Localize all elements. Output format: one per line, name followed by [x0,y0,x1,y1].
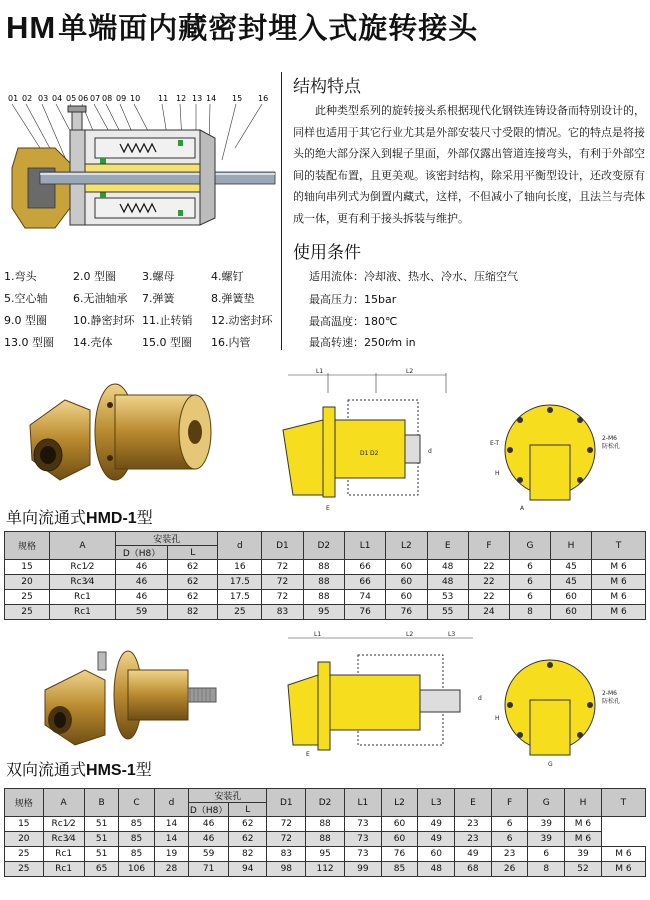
table-cell: 49 [418,817,455,832]
table-cell: 15 [5,560,50,575]
table-header: 规格 [5,789,44,817]
table-header: L2 [381,789,418,817]
table-cell: 55 [427,605,468,620]
table-cell: 6 [491,832,528,847]
table-cell: 48 [427,575,468,590]
part-leader-line [235,104,262,148]
table-cell: 62 [228,832,267,847]
table-cell: 53 [427,590,468,605]
table-cell: 22 [468,560,509,575]
part-number-label: 07 [90,94,101,103]
table-header: L3 [418,789,455,817]
part-item: 13.0 型圈 [4,336,54,349]
part-item: 14.壳体 [73,336,113,349]
table-cell: 85 [119,817,154,832]
features-text: 此种类型系列的旋转接头系根据现代化钢铁连铸设备而特别设计的，同样也适用于其它行业尤其是外部安装尺寸受限的情况。它的特点是将接头的绝大部分深入到辊子里面，外部仅露出管道连接弯头，有利于外部空间的装配布置，且更美观。该密封结构，除采用平衡型设计，还改变原有的轴向串列式为倒置内藏式，这样，不但减小了轴向长度，且法兰与壳体成一体，更有利于接头拆装与维护。 [293,104,645,225]
table-cell: 26 [491,862,528,877]
part-number-label: 13 [192,94,203,103]
table-cell: 76 [381,847,418,862]
table-cell: Rc1 [49,605,115,620]
table-cell: 106 [119,862,154,877]
hms-dim-l1: L1 [314,631,322,638]
table-cell: 23 [491,847,528,862]
table-header: H [550,532,591,560]
table-cell: 14 [154,817,189,832]
table-cell: 16 [218,560,262,575]
table-cell: 25 [5,590,50,605]
table-header: H [565,789,602,817]
table-header: L1 [345,532,386,560]
table-header: D2 [306,789,345,817]
conditions-heading: 使用条件 [293,243,361,263]
table-cell: 62 [168,590,218,605]
table-header: 规格 [5,532,50,560]
table-cell: Rc1⁄2 [43,817,84,832]
part-leader-line [26,104,53,154]
table-cell: 28 [154,862,189,877]
table-cell: 6 [510,590,551,605]
table-header: D2 [303,532,344,560]
table-cell: M 6 [592,560,646,575]
table-row [5,862,646,877]
part-item: 16.内管 [211,336,251,349]
part-item: 3.螺母 [142,270,175,283]
table-cell: 73 [345,817,382,832]
hmd-dim-l2: L2 [406,368,414,375]
hms-dim-m: 2-M6 [602,690,617,697]
hmd-title [6,505,153,528]
part-item: 8.弹簧垫 [211,292,255,305]
table-cell: 39 [528,817,565,832]
table-cell: 68 [455,862,492,877]
table-cell: 19 [154,847,189,862]
table-header: G [528,789,565,817]
hms-dim-l2: L2 [406,631,414,638]
condition-fluid: 适用流体：冷却液、热水、冷水、压缩空气 [309,270,518,283]
part-number-label: 05 [66,94,77,103]
part-number-label: 08 [102,94,113,103]
table-cell: 95 [303,605,344,620]
hms-spec-table [4,788,646,877]
table-cell: M 6 [592,590,646,605]
parts-row [4,309,280,331]
table-cell: 8 [510,605,551,620]
table-cell: 82 [228,847,267,862]
table-cell: 46 [189,817,229,832]
part-item: 10.静密封环 [73,314,135,327]
table-cell: 62 [168,560,218,575]
table-cell: 74 [345,590,386,605]
table-header: E [455,789,492,817]
part-number-label: 11 [158,94,169,103]
hmd-dim-h: H [495,470,500,477]
hmd-product-photo [20,370,235,490]
part-item: 4.螺钉 [211,270,244,283]
hmd-dim-d2: D2 [370,450,379,457]
table-cell: M 6 [592,575,646,590]
table-cell: 85 [119,847,154,862]
part-item: 12.动密封环 [211,314,273,327]
table-cell: 17.5 [218,590,262,605]
part-number-label: 16 [258,94,269,103]
part-leader-line [222,104,236,160]
part-number-label: 15 [232,94,243,103]
table-header: 安装孔 [116,532,218,546]
page-title [6,6,478,47]
hms-product-photo [30,640,230,750]
table-header: d [218,532,262,560]
part-number-label: 09 [116,94,127,103]
table-cell: 72 [262,560,303,575]
table-cell: 72 [262,575,303,590]
table-cell: 48 [418,862,455,877]
table-cell: 60 [386,590,427,605]
table-cell: 66 [345,575,386,590]
table-cell: 85 [381,862,418,877]
hms-dim-mnote: 防松孔 [602,698,621,705]
condition-pressure: 最高压力：15bar [309,293,397,306]
hmd-spec-table [4,531,646,620]
table-cell: 71 [189,862,229,877]
table-header: F [491,789,528,817]
table-cell: 72 [267,817,306,832]
table-row [5,832,646,847]
hmd-title-model: HMD-1 [86,510,137,527]
table-cell: 72 [267,832,306,847]
table-cell: 22 [468,575,509,590]
part-leader-line [12,104,40,148]
table-cell: 6 [510,575,551,590]
table-header: B [84,789,119,817]
table-cell: 98 [267,862,306,877]
table-header: d [154,789,189,817]
table-cell: 52 [565,862,602,877]
table-cell: 62 [228,817,267,832]
table-cell: 66 [345,560,386,575]
table-header: F [468,532,509,560]
hms-dim-d: d [478,695,482,702]
table-header: T [601,789,645,817]
hms-title-post: 型 [135,760,152,779]
hmd-end-view [490,400,650,515]
title-text: 单端面内藏密封埋入式旋转接头 [58,11,479,45]
cross-section-diagram [0,88,280,260]
hmd-dim-m: 2-M6 [602,435,617,442]
table-cell: 22 [468,590,509,605]
part-item: 5.空心轴 [4,292,48,305]
table-cell: 99 [345,862,382,877]
table-cell: 95 [306,847,345,862]
table-cell: M 6 [592,605,646,620]
hmd-dim-a: A [520,505,525,512]
table-cell: 85 [119,832,154,847]
hms-dimension-drawing [278,630,488,760]
table-cell: 88 [303,575,344,590]
table-cell: 17.5 [218,575,262,590]
table-cell: 45 [550,560,591,575]
hmd-dimension-drawing [278,365,468,515]
table-header: C [119,789,154,817]
table-cell: 76 [386,605,427,620]
table-cell: 76 [345,605,386,620]
part-number-label: 14 [206,94,217,103]
hms-dim-e: E [306,751,310,758]
parts-row [4,287,280,309]
table-cell: 46 [189,832,229,847]
table-cell: 25 [5,605,50,620]
hmd-dim-e: E [326,505,330,512]
table-cell: M 6 [601,862,645,877]
table-header: 安装孔 [189,789,267,803]
table-cell: M 6 [565,832,602,847]
table-cell: 59 [116,605,168,620]
table-cell: 46 [116,560,168,575]
table-header: G [510,532,551,560]
hmd-title-pre: 单向流通式 [6,508,87,527]
table-cell: 88 [303,560,344,575]
table-cell: 6 [510,560,551,575]
table-cell: 72 [262,590,303,605]
part-number-label: 01 [8,94,19,103]
parts-list [4,265,280,353]
hms-title [6,757,152,780]
part-item: 6.无油轴承 [73,292,128,305]
part-number-label: 12 [176,94,187,103]
table-cell: 46 [116,590,168,605]
table-cell: 60 [381,832,418,847]
table-row [5,590,646,605]
table-cell: 73 [345,832,382,847]
hmd-dim-mnote: 防松孔 [602,443,621,450]
part-item: 1.弯头 [4,270,37,283]
table-cell: 8 [528,862,565,877]
parts-row [4,265,280,287]
table-cell: 82 [168,605,218,620]
hmd-dim-d: d [428,448,432,455]
table-cell: 6 [491,817,528,832]
parts-row [4,331,280,353]
table-cell: 51 [84,847,119,862]
table-cell: 39 [565,847,602,862]
table-header: D1 [262,532,303,560]
table-cell: 51 [84,817,119,832]
hms-end-view [490,650,650,770]
table-cell: Rc1 [49,590,115,605]
hmd-title-post: 型 [136,508,153,527]
table-cell: 39 [528,832,565,847]
hms-dim-h: H [495,715,500,722]
table-cell: 88 [303,590,344,605]
table-cell: 51 [84,832,119,847]
table-row [5,575,646,590]
table-cell: 65 [84,862,119,877]
table-cell: 112 [306,862,345,877]
table-cell: 60 [386,575,427,590]
table-header: A [43,789,84,817]
table-cell: 25 [5,847,44,862]
table-cell: 25 [218,605,262,620]
table-cell: Rc3⁄4 [43,832,84,847]
table-cell: 23 [455,832,492,847]
hms-dim-l3: L3 [448,631,456,638]
condition-speed: 最高转速：250r⁄m in [309,336,416,349]
table-cell: M 6 [565,817,602,832]
hmd-dim-l1: L1 [316,368,324,375]
part-number-label: 04 [52,94,63,103]
table-cell: Rc3⁄4 [49,575,115,590]
table-cell: 60 [550,590,591,605]
table-cell: 94 [228,862,267,877]
table-cell: 20 [5,575,50,590]
table-header: A [49,532,115,560]
table-cell: 15 [5,817,44,832]
table-subheader: D（H8） [116,546,168,560]
table-subheader: L [168,546,218,560]
table-row [5,847,646,862]
table-cell: Rc1 [43,862,84,877]
table-cell: 46 [116,575,168,590]
hmd-dim-et: E-T [490,440,500,447]
table-cell: 60 [418,847,455,862]
table-header: L2 [386,532,427,560]
features-heading: 结构特点 [293,77,361,97]
table-cell: 49 [418,832,455,847]
hms-title-pre: 双向流通式 [6,760,87,779]
part-item: 11.止转销 [142,314,193,327]
table-cell: M 6 [601,847,645,862]
table-cell: 60 [386,560,427,575]
table-header: E [427,532,468,560]
column-divider [281,72,282,350]
table-cell: 83 [262,605,303,620]
table-cell: 83 [267,847,306,862]
condition-temperature: 最高温度：180℃ [309,315,398,328]
table-subheader: L [228,803,267,817]
part-number-label: 03 [38,94,49,103]
part-item: 15.0 型圈 [142,336,192,349]
table-cell: 49 [455,847,492,862]
table-cell: 6 [528,847,565,862]
table-cell: 60 [381,817,418,832]
table-cell: 60 [550,605,591,620]
table-cell: 62 [168,575,218,590]
table-cell: Rc1 [43,847,84,862]
table-cell: 59 [189,847,229,862]
table-cell: 24 [468,605,509,620]
table-subheader: D（H8） [189,803,229,817]
table-header: T [592,532,646,560]
table-cell: 23 [455,817,492,832]
title-hm: HM [6,10,57,45]
part-number-label: 02 [22,94,33,103]
table-cell: 73 [345,847,382,862]
table-header: L1 [345,789,382,817]
table-row [5,817,646,832]
table-header: D1 [267,789,306,817]
table-cell: 20 [5,832,44,847]
table-row [5,560,646,575]
table-cell: Rc1⁄2 [49,560,115,575]
table-cell: 88 [306,817,345,832]
part-item: 9.0 型圈 [4,314,47,327]
part-item: 2.0 型圈 [73,270,116,283]
hms-dim-g: G [548,761,553,768]
table-cell: 25 [5,862,44,877]
hmd-dim-d1: D1 [360,450,369,457]
table-cell: 48 [427,560,468,575]
table-row [5,605,646,620]
table-cell: 88 [306,832,345,847]
hms-title-model: HMS-1 [86,762,136,779]
part-number-label: 06 [78,94,89,103]
table-cell: 14 [154,832,189,847]
part-number-label: 10 [130,94,141,103]
table-cell: 45 [550,575,591,590]
part-item: 7.弹簧 [142,292,175,305]
